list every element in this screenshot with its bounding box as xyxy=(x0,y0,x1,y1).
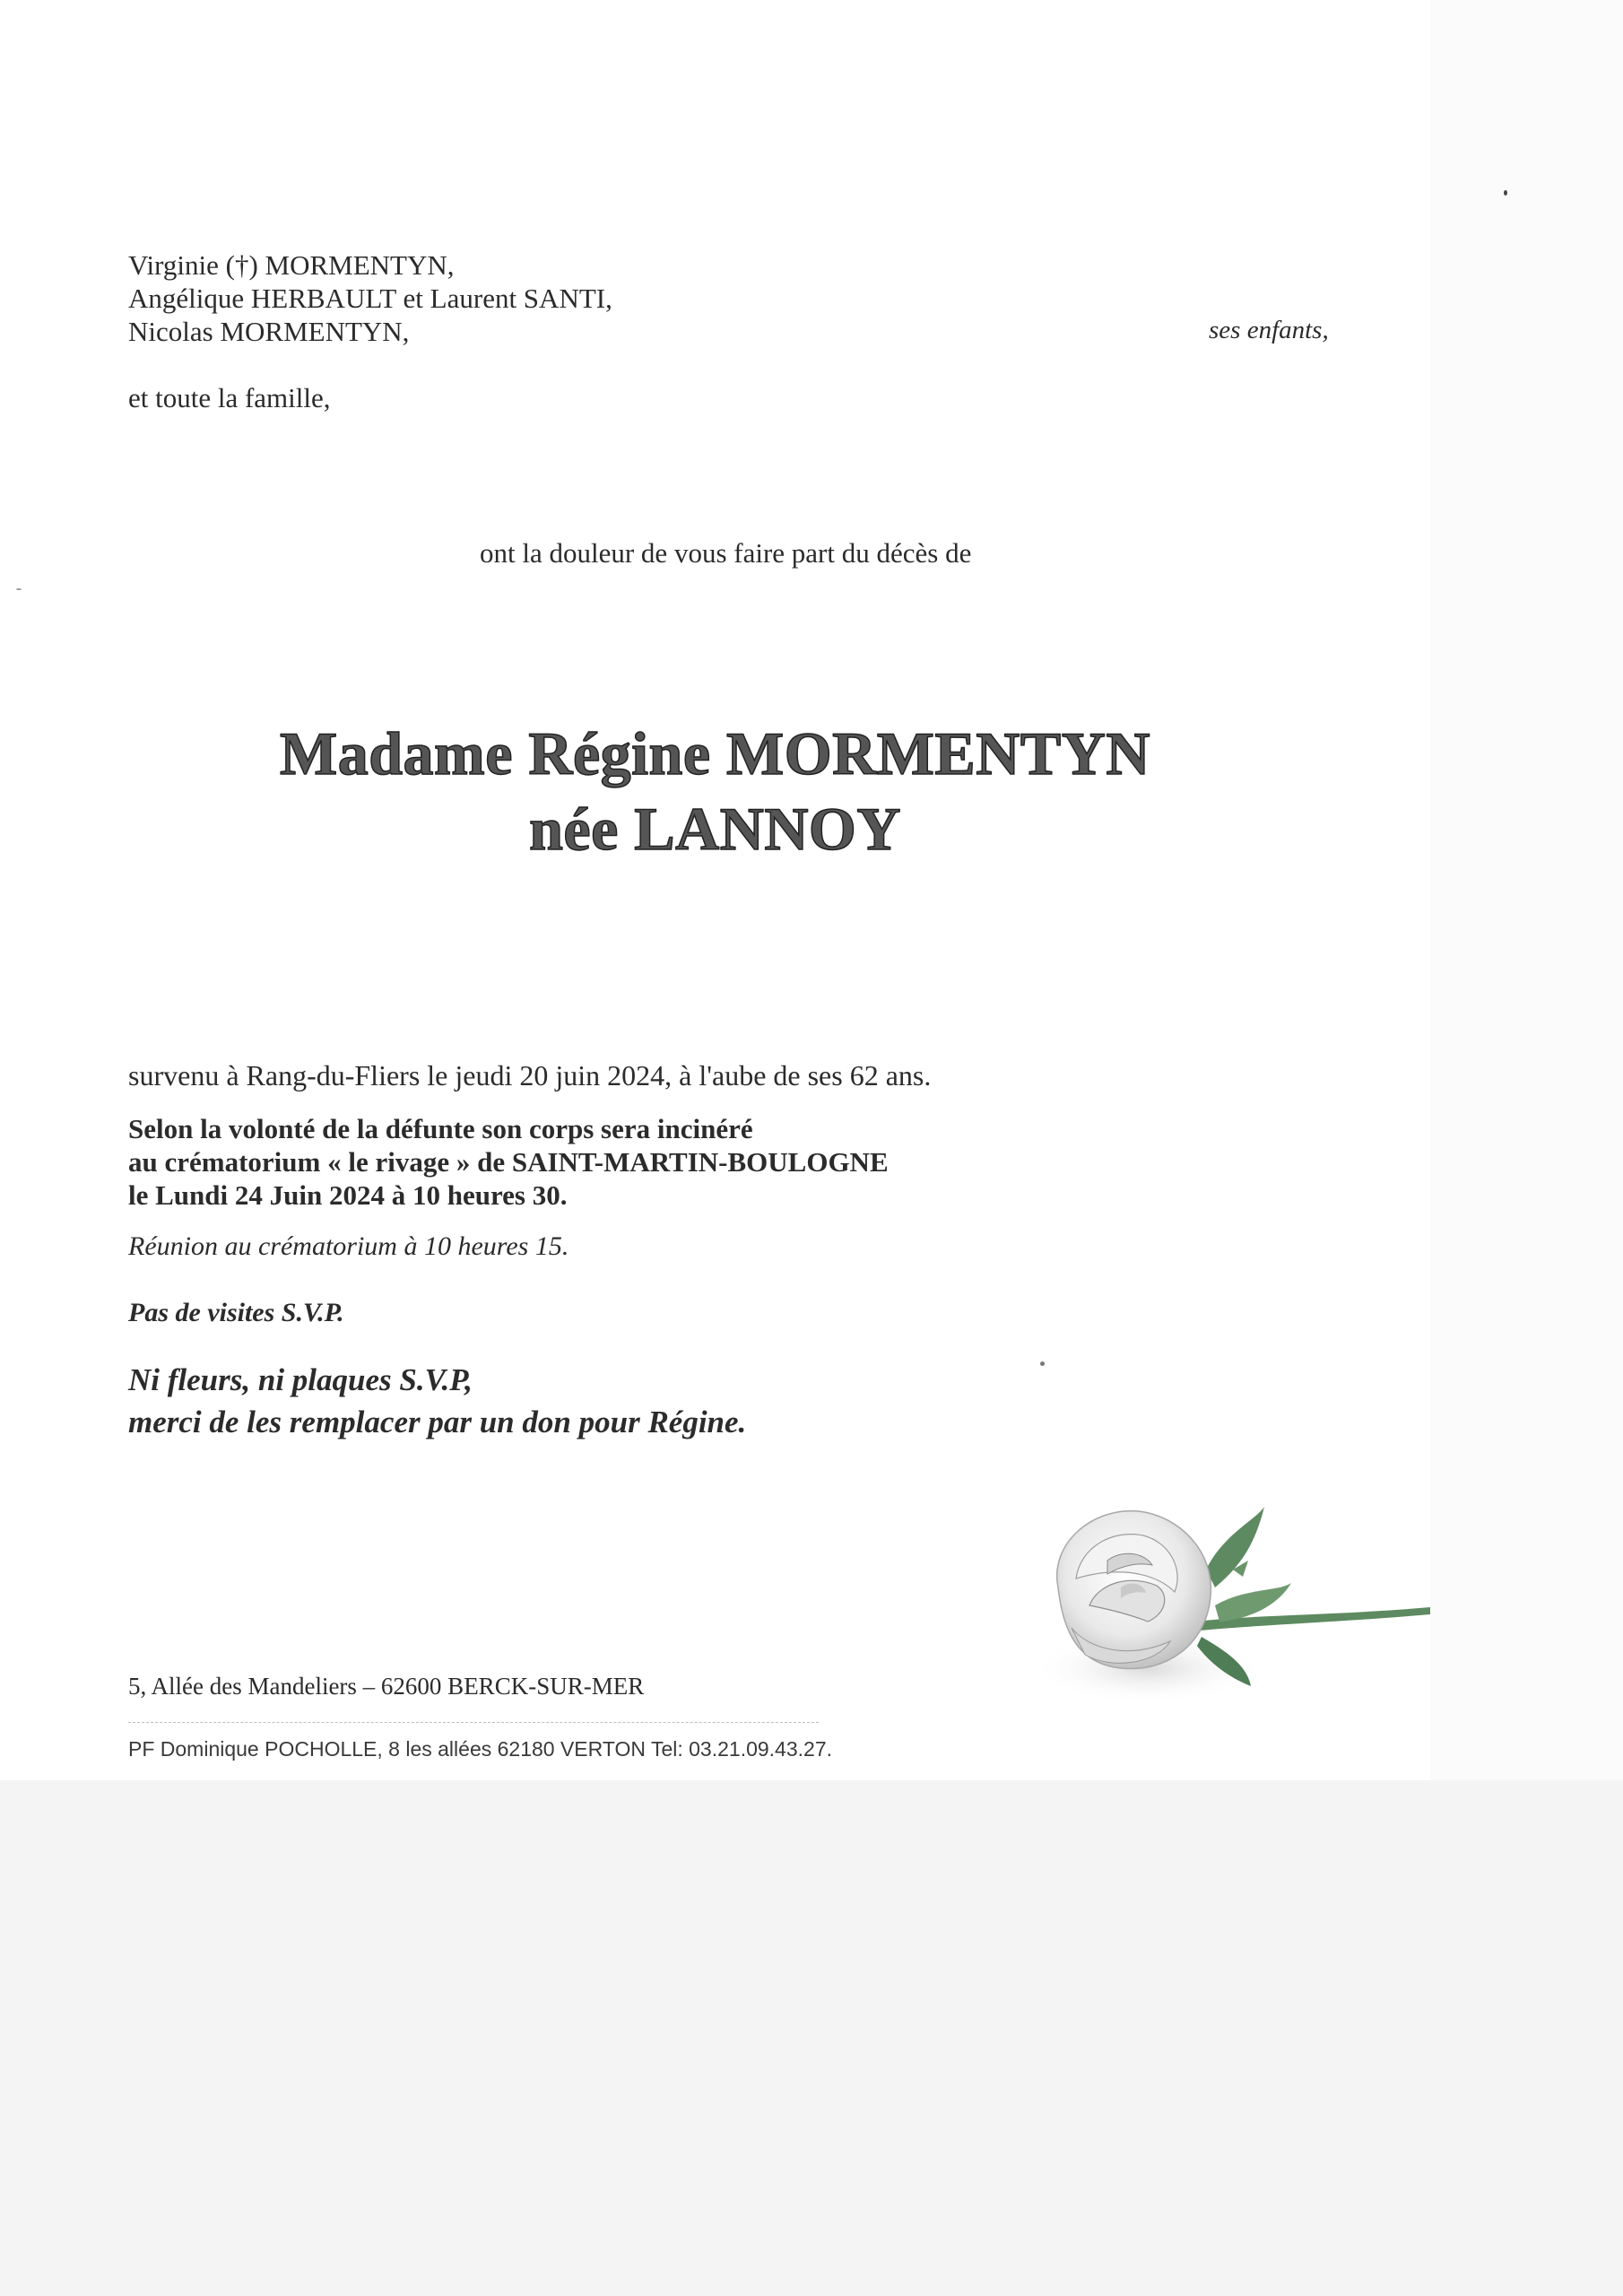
footer-divider xyxy=(128,1722,819,1723)
cremation-line-3: le Lundi 24 Juin 2024 à 10 heures 30. xyxy=(128,1179,568,1211)
flowers-line-1: Ni fleurs, ni plaques S.V.P, xyxy=(128,1362,473,1397)
scan-speck xyxy=(1504,190,1507,196)
whole-family: et toute la famille, xyxy=(128,382,331,413)
family-role: ses enfants, xyxy=(1209,316,1329,344)
family-address: 5, Allée des Mandeliers – 62600 BERCK-SUR-MER xyxy=(128,1673,645,1700)
family-member-2: Angélique HERBAULT et Laurent SANTI, xyxy=(128,283,612,314)
scan-speck xyxy=(1040,1361,1045,1366)
cremation-line-1: Selon la volonté de la défunte son corps sera incinéré xyxy=(128,1113,753,1144)
scan-margin xyxy=(1430,0,1623,1780)
white-rose-image xyxy=(1022,1480,1430,1722)
announcement-text: ont la douleur de vous faire part du décès de xyxy=(480,537,972,569)
deceased-name: Madame Régine MORMENTYN xyxy=(280,719,1150,787)
death-details: survenu à Rang-du-Fliers le jeudi 20 juin 2024, à l'aube de ses 62 ans. xyxy=(128,1059,932,1091)
family-member-1: Virginie (†) MORMENTYN, xyxy=(128,249,455,281)
cremation-line-2: au crématorium « le rivage » de SAINT-MARTIN-BOULOGNE xyxy=(128,1146,889,1178)
scan-speck xyxy=(16,588,22,590)
meeting-info: Réunion au crématorium à 10 heures 15. xyxy=(128,1231,569,1261)
flowers-line-2: merci de les remplacer par un don pour Régine. xyxy=(128,1405,747,1439)
family-member-3: Nicolas MORMENTYN, xyxy=(128,316,410,347)
funeral-home-info: PF Dominique POCHOLLE, 8 les allées 62180 VERTON Tel: 03.21.09.43.27. xyxy=(128,1737,832,1761)
no-visits-note: Pas de visites S.V.P. xyxy=(128,1298,344,1327)
scan-background xyxy=(0,1780,1623,2296)
deceased-maiden-name: née LANNOY xyxy=(529,795,901,863)
